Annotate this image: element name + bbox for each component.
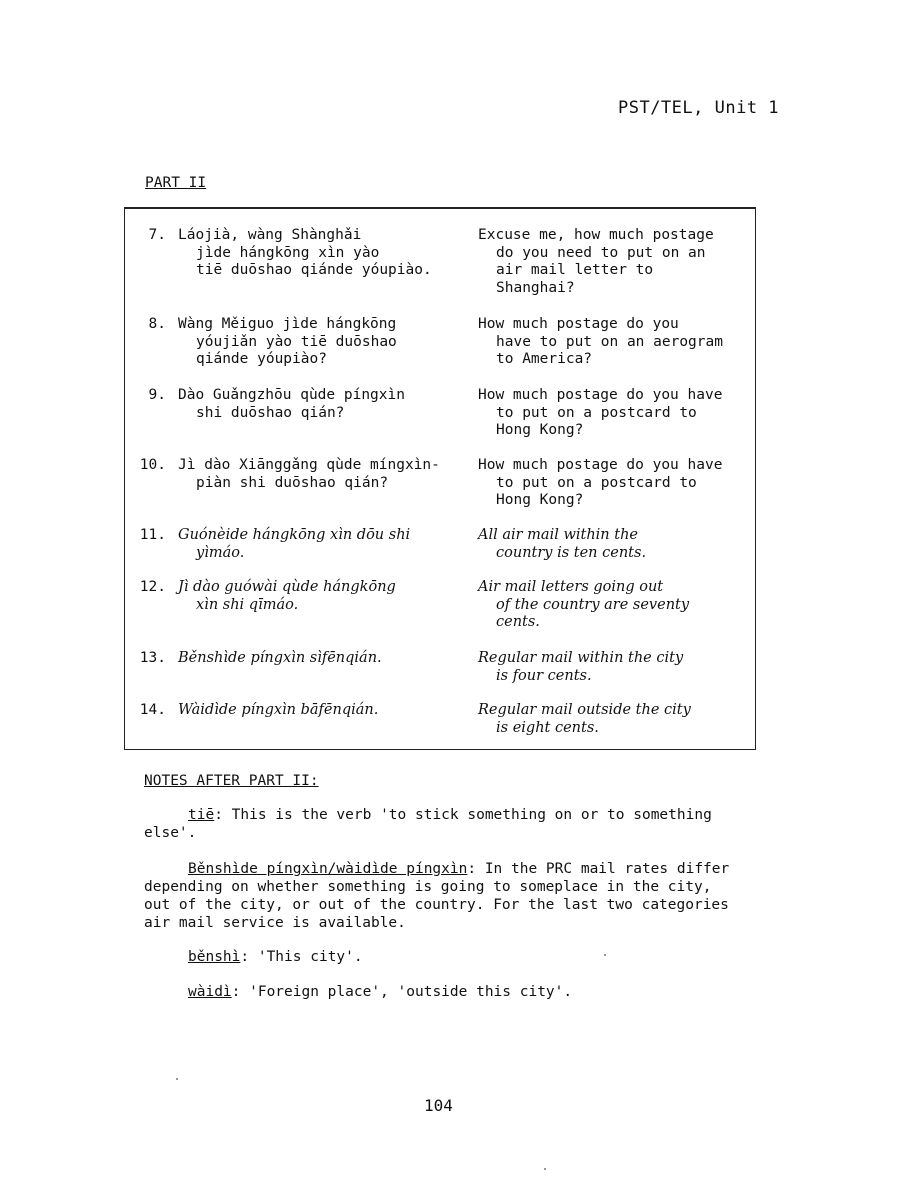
drill-table	[124, 207, 756, 750]
english-line: do you need to put on an	[496, 244, 706, 261]
pinyin-text	[178, 316, 468, 369]
english-line: Excuse me, how much postage	[478, 227, 714, 243]
english-line: Shanghai?	[496, 279, 575, 296]
pinyin-line: Běnshìde píngxìn sìfēnqián.	[178, 650, 382, 666]
note-waidi	[144, 983, 759, 1001]
row-number: 7.	[148, 227, 166, 243]
pinyin-text	[178, 387, 468, 422]
row-number: 8.	[148, 316, 166, 332]
page-number: 104	[424, 1096, 453, 1115]
english-translation	[478, 527, 743, 562]
english-line: to put on a postcard to	[496, 404, 697, 421]
pinyin-line: Wàidìde píngxìn bāfēnqián.	[178, 702, 379, 718]
english-line: cents.	[496, 614, 540, 631]
pinyin-line: qiánde yóupiào?	[196, 351, 327, 368]
english-line: Hong Kong?	[496, 492, 584, 509]
english-line: have to put on an aerogram	[496, 333, 723, 350]
english-line: to America?	[496, 351, 593, 368]
note-term: běnshì	[188, 949, 241, 965]
english-line: is four cents.	[496, 667, 592, 684]
english-translation	[478, 579, 743, 632]
row-number: 12.	[139, 579, 166, 595]
pinyin-line: Guónèide hángkōng xìn dōu shi	[178, 527, 411, 543]
english-line: is eight cents.	[496, 719, 599, 736]
part-label: PART II	[145, 175, 207, 191]
english-translation	[478, 650, 743, 685]
note-term: Běnshìde píngxìn/wàidìde píngxìn	[188, 861, 468, 877]
pinyin-text	[178, 702, 468, 720]
row-number: 13.	[139, 650, 166, 666]
row-number: 14.	[139, 702, 166, 718]
english-line: air mail letter to	[496, 262, 654, 279]
pinyin-line: Láojià, wàng Shànghǎi	[178, 227, 362, 243]
pinyin-text	[178, 579, 468, 614]
english-translation	[478, 316, 743, 369]
pinyin-line: yóujiǎn yào tiē duōshao	[196, 333, 397, 350]
pinyin-line: shi duōshao qián?	[196, 404, 345, 421]
note-line: air mail service is available.	[144, 915, 406, 931]
scan-speck	[176, 1078, 178, 1080]
english-translation	[478, 387, 743, 440]
pinyin-text	[178, 457, 468, 492]
pinyin-text	[178, 650, 468, 668]
note-text: : 'Foreign place', 'outside this city'.	[231, 984, 573, 1000]
english-line: How much postage do you have	[478, 457, 723, 473]
pinyin-line: jìde hángkōng xìn yào	[196, 244, 380, 261]
note-benshi	[144, 948, 759, 966]
english-line: Hong Kong?	[496, 422, 584, 439]
note-benshide	[144, 860, 759, 932]
pinyin-line: yìmáo.	[196, 544, 245, 561]
english-line: to put on a postcard to	[496, 474, 697, 491]
pinyin-line: xìn shi qīmáo.	[196, 596, 299, 613]
pinyin-text	[178, 527, 468, 562]
note-text: : This is the verb 'to stick something on or to something	[214, 807, 712, 823]
note-text: : In the PRC mail rates differ	[467, 861, 730, 877]
notes-title: NOTES AFTER PART II:	[144, 773, 319, 789]
english-line: Regular mail within the city	[478, 650, 684, 666]
english-line: How much postage do you have	[478, 387, 723, 403]
note-term: tiē	[188, 807, 215, 823]
note-text-cont: else'.	[144, 825, 197, 841]
scan-speck	[544, 1168, 546, 1170]
pinyin-line: piàn shi duōshao qián?	[196, 474, 389, 491]
english-translation	[478, 457, 743, 510]
note-line: depending on whether something is going to someplace in the city,	[144, 879, 712, 895]
pinyin-line: Jì dào guówài qùde hángkōng	[178, 579, 396, 595]
pinyin-line: Jì dào Xiānggǎng qùde míngxìn-	[178, 457, 440, 473]
pinyin-line: tiē duōshao qiánde yóupiào.	[196, 262, 432, 279]
english-line: Regular mail outside the city	[478, 702, 691, 718]
pinyin-text	[178, 227, 468, 280]
english-line: All air mail within the	[478, 527, 639, 543]
english-translation	[478, 702, 743, 737]
note-line: out of the city, or out of the country. For the last two categories	[144, 897, 729, 913]
english-line: country is ten cents.	[496, 544, 647, 561]
row-number: 9.	[148, 387, 166, 403]
row-number: 10.	[139, 457, 166, 473]
pinyin-line: Wàng Měiguo jìde hángkōng	[178, 316, 397, 332]
english-line: Air mail letters going out	[478, 579, 664, 595]
page-header: PST/TEL, Unit 1	[618, 98, 780, 118]
note-term: wàidì	[188, 984, 232, 1000]
english-translation	[478, 227, 743, 297]
english-line: How much postage do you	[478, 316, 679, 332]
note-tie	[144, 806, 759, 842]
english-line: of the country are seventy	[496, 596, 690, 613]
note-text: : 'This city'.	[240, 949, 363, 965]
row-number: 11.	[139, 527, 166, 543]
pinyin-line: Dào Guǎngzhōu qùde píngxìn	[178, 387, 405, 403]
scan-speck	[604, 954, 606, 956]
